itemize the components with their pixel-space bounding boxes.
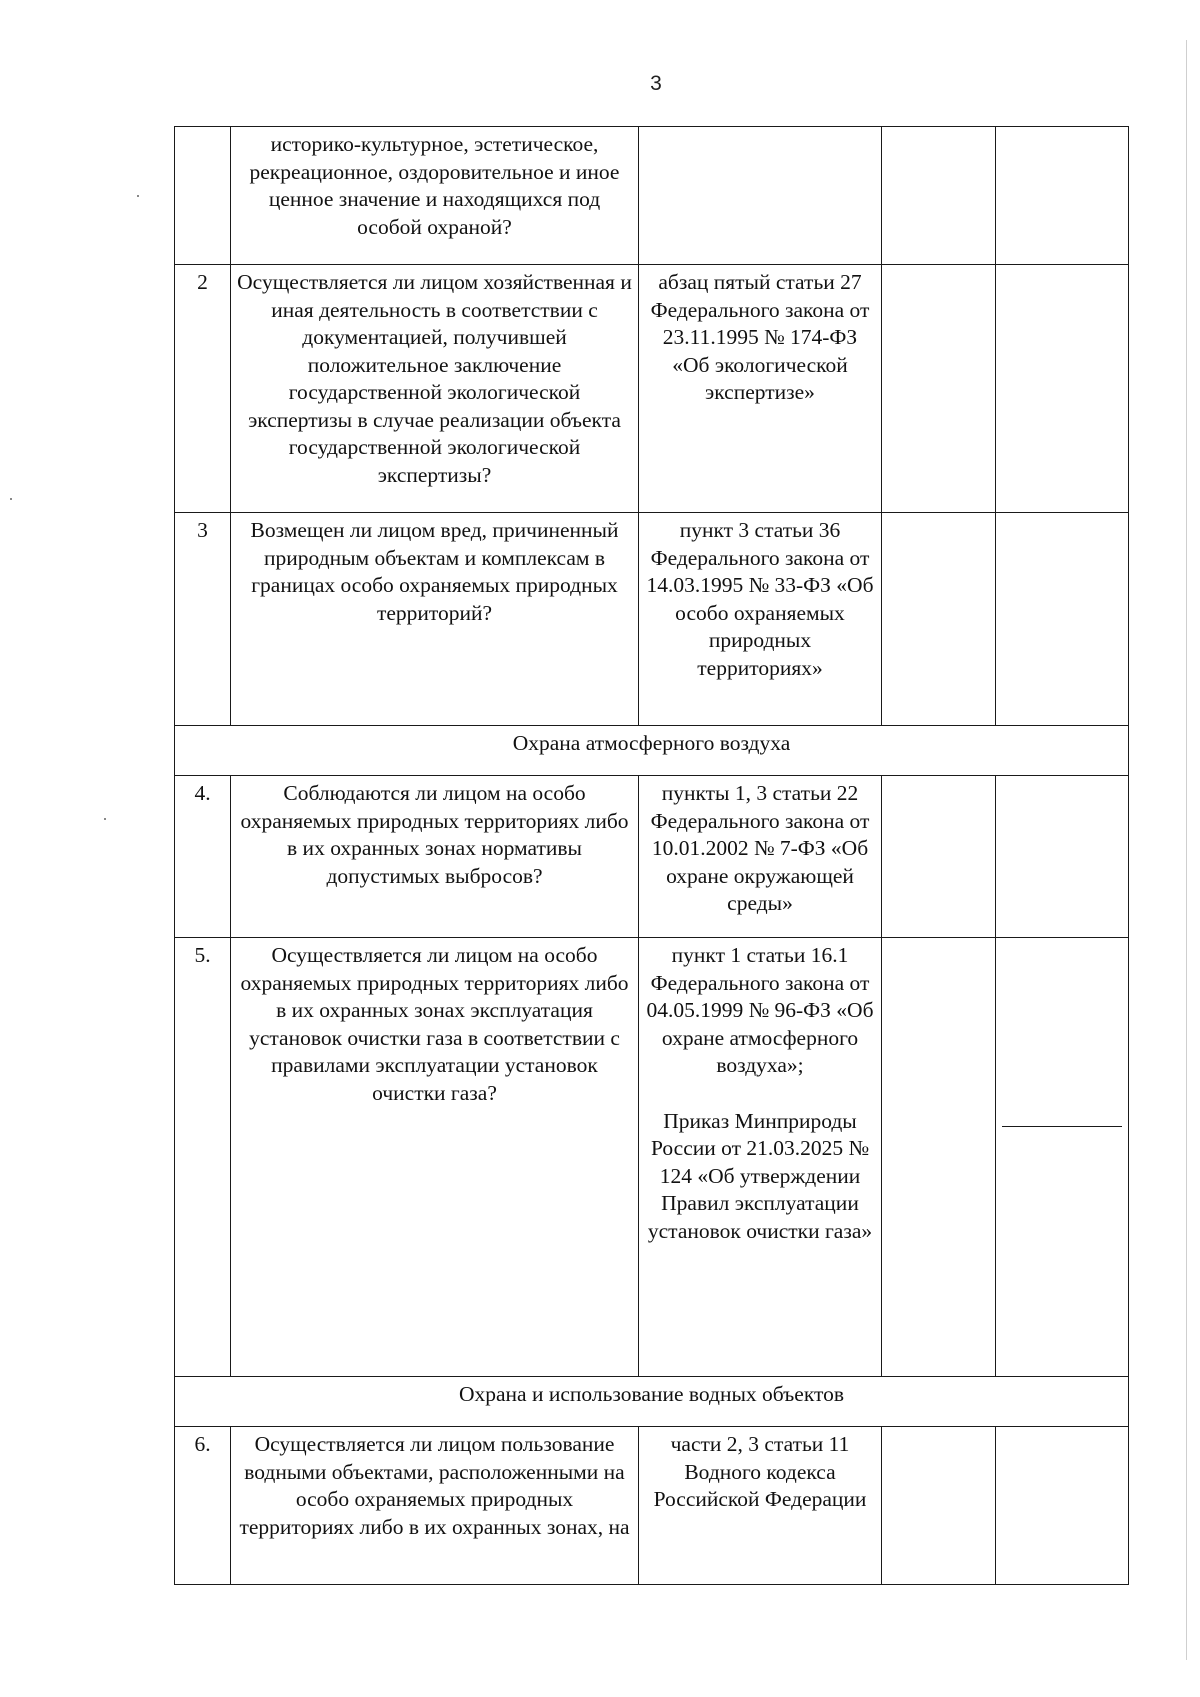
answer-cell	[882, 1427, 996, 1585]
note-cell-upper	[1002, 942, 1122, 1127]
table-row	[175, 776, 1129, 938]
question-cell: Соблюдаются ли лицом на особо охраняемых природных территориях либо в их охранных зонах нормативы допустимых выбросов?	[231, 776, 639, 938]
answer-cell	[882, 265, 996, 513]
reference-cell: абзац пятый статьи 27 Федерального закона от 23.11.1995 № 174-ФЗ «Об экологической экспертизе»	[639, 265, 882, 513]
question-cell: Осуществляется ли лицом на особо охраняемых природных территориях либо в их охранных зонах эксплуатация установок очистки газа в соответствии с правилами эксплуатации установок очистки газа?	[231, 938, 639, 1377]
reference-text-2: Приказ Минприроды России от 21.03.2025 № 124 «Об утверждении Правил эксплуатации установок очистки газа»	[647, 1108, 873, 1243]
section-heading-air: Охрана атмосферного воздуха	[175, 726, 1129, 776]
note-cell	[996, 776, 1129, 938]
row-number-cell: 4.	[175, 776, 231, 938]
question-cell: Осуществляется ли лицом хозяйственная и иная деятельность в соответствии с документацией, получившей положительное заключение государственной экологической экспертизы в случае реализации объекта государственной экологической экспертизы?	[231, 265, 639, 513]
section-row	[175, 1377, 1129, 1427]
question-cell: историко-культурное, эстетическое, рекреационное, оздоровительное и иное ценное значение и находящихся под особой охраной?	[231, 127, 639, 265]
note-cell	[996, 265, 1129, 513]
page-number: 3	[650, 72, 662, 95]
scan-mark	[104, 818, 106, 820]
question-cell: Возмещен ли лицом вред, причиненный природным объектам и комплексам в границах особо охраняемых природных территорий?	[231, 513, 639, 726]
note-cell	[996, 513, 1129, 726]
section-heading-water: Охрана и использование водных объектов	[175, 1377, 1129, 1427]
table-row	[175, 265, 1129, 513]
row-number-cell: 5.	[175, 938, 231, 1377]
table-row	[175, 938, 1129, 1377]
note-cell	[996, 938, 1129, 1377]
answer-cell	[882, 127, 996, 265]
scan-mark	[137, 195, 139, 197]
row-number-cell: 3	[175, 513, 231, 726]
answer-cell	[882, 938, 996, 1377]
answer-cell	[882, 776, 996, 938]
reference-cell	[639, 127, 882, 265]
scan-mark	[1186, 40, 1187, 1660]
table-row	[175, 127, 1129, 265]
row-number-cell: 2	[175, 265, 231, 513]
checklist-table	[174, 126, 1129, 1585]
row-number-cell: 6.	[175, 1427, 231, 1585]
reference-cell: пункты 1, 3 статьи 22 Федерального закона от 10.01.2002 № 7-ФЗ «Об охране окружающей среды»	[639, 776, 882, 938]
reference-cell: пункт 3 статьи 36 Федерального закона от 14.03.1995 № 33-ФЗ «Об особо охраняемых природных территориях»	[639, 513, 882, 726]
reference-cell: части 2, 3 статьи 11 Водного кодекса Российской Федерации	[639, 1427, 882, 1585]
table-row	[175, 513, 1129, 726]
scan-mark	[10, 498, 12, 500]
note-cell	[996, 127, 1129, 265]
reference-cell	[639, 938, 882, 1377]
table-row	[175, 1427, 1129, 1585]
note-cell	[996, 1427, 1129, 1585]
section-row	[175, 726, 1129, 776]
answer-cell	[882, 513, 996, 726]
question-cell: Осуществляется ли лицом пользование водными объектами, расположенными на особо охраняемых природных территориях либо в их охранных зонах, на	[231, 1427, 639, 1585]
reference-text: пункт 1 статьи 16.1 Федерального закона от 04.05.1999 № 96-ФЗ «Об охране атмосферного воздуха»;	[646, 943, 874, 1077]
row-number-cell	[175, 127, 231, 265]
